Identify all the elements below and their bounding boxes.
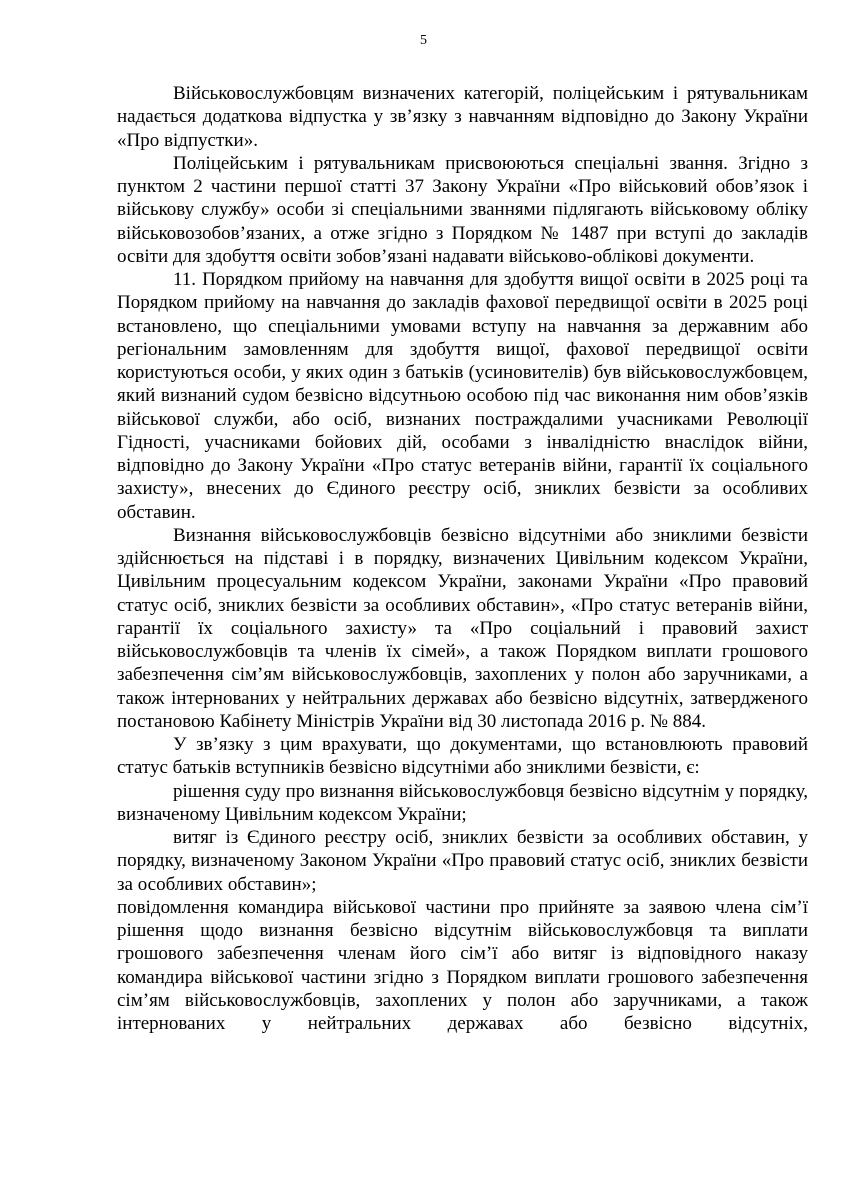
- paragraph-documents-intro: У зв’язку з цим врахувати, що документами, що встановлюють правовий статус батьків вступників безвісно відсутніми або зниклими безвісти, є:: [117, 734, 808, 779]
- list-item-registry-extract: витяг із Єдиного реєстру осіб, зниклих безвісти за особливих обставин, у порядку, визначеному Законом України «Про правовий статус осіб, зниклих безвісти за особливих обставин»;: [117, 827, 808, 895]
- paragraph-special-ranks: Поліцейським і рятувальникам присвоюються спеціальні звання. Згідно з пунктом 2 частини першої статті 37 Закону України «Про військовий обов’язок і військову службу» особи зі спеціальними званнями підлягають військовому обліку військовозобов’язаних, а отже згідно з Порядком № 1487 при вступі до закладів освіти для здобуття освіти зобов’язані надавати військово-облікові документи.: [117, 152, 808, 267]
- list-item-court-decision: рішення суду про визнання військовослужбовця безвісно відсутнім у порядку, визначеному Цивільним кодексом України;: [117, 780, 808, 825]
- paragraph-11-admission-conditions: 11. Порядком прийому на навчання для здобуття вищої освіти в 2025 році та Порядком прийому на навчання до закладів фахової передвищої освіти в 2025 році встановлено, що спеціальними умовами вступу на навчання за державним або регіональним замовленням для здобуття вищої, фахової передвищої освіти користуються особи, у яких один з батьків (усиновителів) був військовослужбовцем, який визнаний судом безвісно відсутньою особою під час виконання ним обов’язків військової служби, або осіб, визнаних постраждалими учасниками Революції Гідності, учасниками бойових дій, особами з інвалідністю внаслідок війни, відповідно до Закону України «Про статус ветеранів війни, гарантії їх соціального захисту», внесених до Єдиного реєстру осіб, зниклих безвісти за особливих обставин.: [117, 269, 808, 523]
- paragraph-missing-recognition: Визнання військовослужбовців безвісно відсутніми або зниклими безвісти здійснюється на підставі і в порядку, визначених Цивільним кодексом України, Цивільним процесуальним кодексом України, законами України «Про правовий статус осіб, зниклих безвісти за особливих обставин», «Про статус ветеранів війни, гарантії їх соціального захисту» та «Про соціальний і правовий захист військовослужбовців та членів їх сімей», а також Порядком виплати грошового забезпечення сім’ям військовослужбовців, захоплених у полон або заручниками, а також інтернованих у нейтральних державах або безвісно відсутніх, затвердженого постановою Кабінету Міністрів України від 30 листопада 2016 р. № 884.: [117, 524, 808, 732]
- document-body: [117, 82, 808, 1035]
- page-number: 5: [420, 33, 427, 48]
- list-item-commander-notice: повідомлення командира військової частини про прийняте за заявою члена сім’ї рішення щодо визнання безвісно відсутнім військовослужбовця та виплати грошового забезпечення членам його сім’ї або витяг із відповідного наказу командира військової частини згідно з Порядком виплати грошового забезпечення сім’ям військовослужбовців, захоплених у полон або заручниками, а також інтернованих у нейтральних державах або безвісно відсутніх,: [117, 896, 808, 1034]
- paragraph-leave-for-study: Військовослужбовцям визначених категорій, поліцейським і рятувальникам надається додаткова відпустка у зв’язку з навчанням відповідно до Закону України «Про відпустки».: [117, 83, 808, 151]
